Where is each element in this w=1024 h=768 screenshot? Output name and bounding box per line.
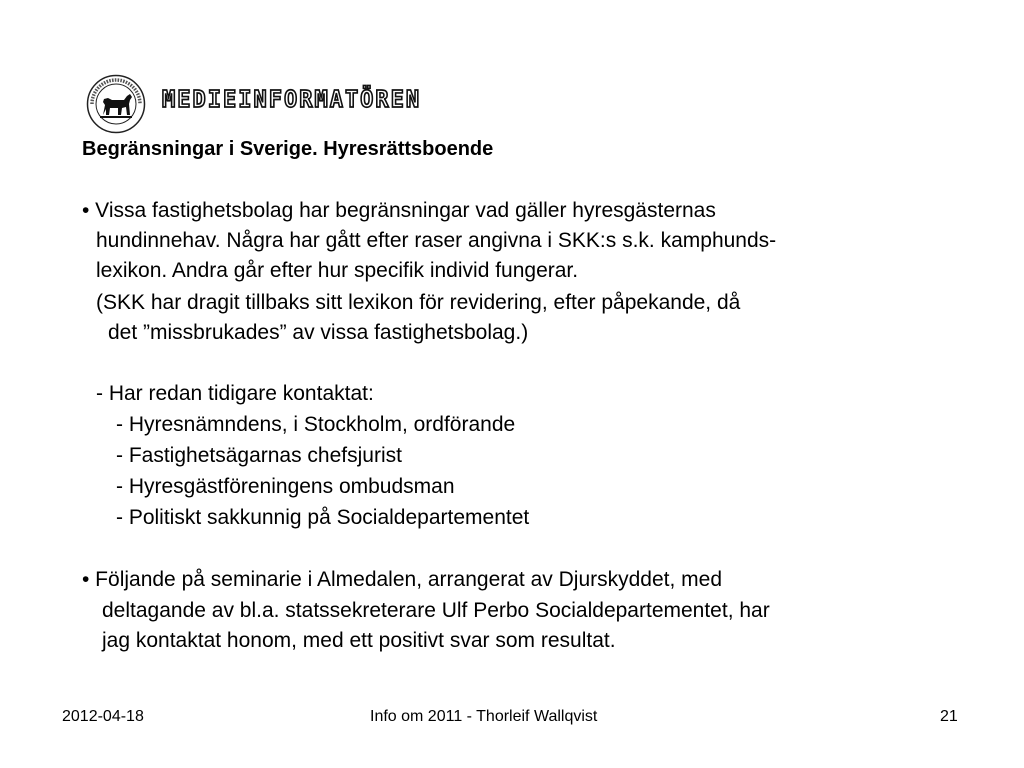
body-line: • Följande på seminarie i Almedalen, arrangerat av Djurskyddet, med bbox=[82, 568, 723, 591]
footer-date: 2012-04-18 bbox=[62, 708, 144, 725]
body-line: - Politiskt sakkunnig på Socialdepartementet bbox=[116, 506, 530, 529]
body-line: - Har redan tidigare kontaktat: bbox=[96, 382, 374, 405]
body-line: - Hyresgästföreningens ombudsman bbox=[116, 475, 455, 498]
body-line: hundinnehav. Några har gått efter raser angivna i SKK:s s.k. kamphunds- bbox=[96, 229, 777, 252]
body-line: det ”missbrukades” av vissa fastighetsbolag.) bbox=[108, 321, 529, 344]
medieinformatoren-logo bbox=[86, 74, 422, 134]
slide-title: Begränsningar i Sverige. Hyresrättsboende bbox=[82, 138, 494, 160]
footer-page-number: 21 bbox=[940, 708, 958, 725]
footer-center-text: Info om 2011 - Thorleif Wallqvist bbox=[370, 708, 598, 725]
wordmark: MEDIEINFORMATÖREN bbox=[162, 87, 422, 114]
terrier-club-seal bbox=[86, 74, 146, 134]
body-line: deltagande av bl.a. statssekreterare Ulf Perbo Socialdepartementet, har bbox=[102, 599, 770, 622]
body-line: • Vissa fastighetsbolag har begränsningar vad gäller hyresgästernas bbox=[82, 199, 716, 222]
body-line: jag kontaktat honom, med ett positivt svar som resultat. bbox=[102, 629, 616, 652]
body-line: - Fastighetsägarnas chefsjurist bbox=[116, 444, 402, 467]
body-line: (SKK har dragit tillbaks sitt lexikon för revidering, efter påpekande, då bbox=[96, 291, 741, 314]
body-line: lexikon. Andra går efter hur specifik individ fungerar. bbox=[96, 259, 579, 282]
body-line: - Hyresnämndens, i Stockholm, ordförande bbox=[116, 413, 516, 436]
